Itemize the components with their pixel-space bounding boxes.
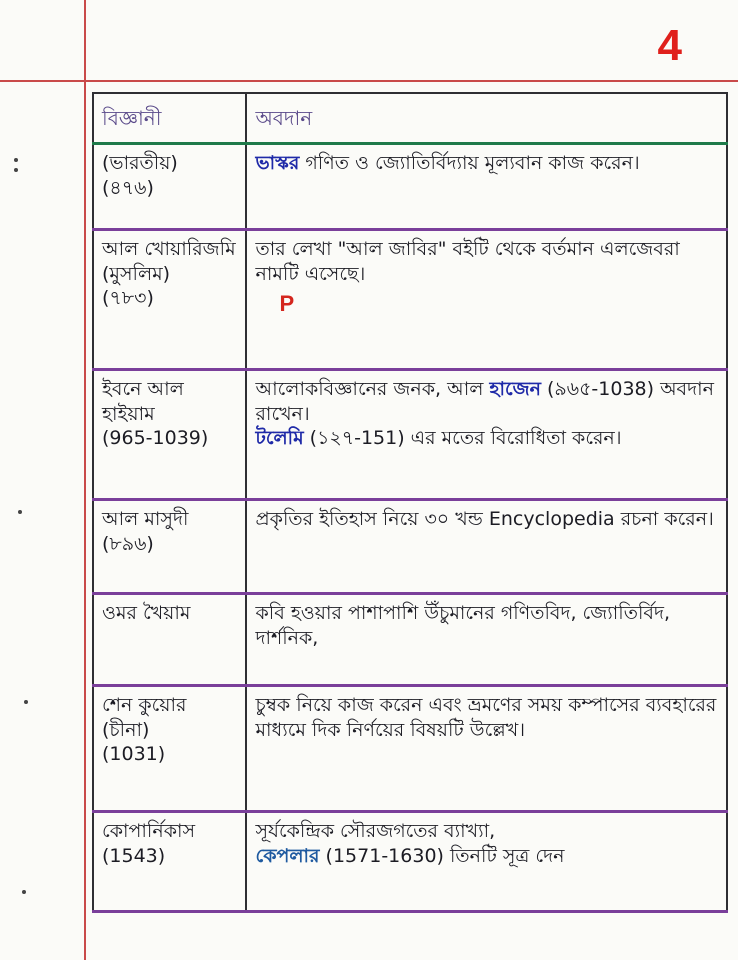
scientist-year: (৭৮৩) <box>102 287 154 310</box>
highlight-name-b: টলেমি <box>255 427 304 450</box>
contribution-cell <box>246 686 727 812</box>
header-contribution: অবদান <box>246 93 727 144</box>
scientist-name: কোপার্নিকাস <box>102 820 196 842</box>
contribution-cell <box>246 594 727 686</box>
contribution-text-c: (১২৭-151) এর মতের বিরোধিতা করেন। <box>303 427 622 450</box>
table-row <box>93 144 727 230</box>
scientist-cell <box>93 686 246 812</box>
scientist-name: আল মাসুদী <box>102 508 189 530</box>
contribution-text-a: সূর্যকেন্দ্রিক সৌরজগতের ব্যাখ্যা, <box>255 820 496 842</box>
contribution-text-b: (৯৬৫-1038) অবদান রাখেন। <box>255 378 714 425</box>
margin-dot <box>22 890 26 894</box>
scientist-name: ওমর খৈয়াম <box>102 602 191 624</box>
contribution-cell <box>246 230 727 370</box>
scientist-name: (ভারতীয়) <box>102 152 178 174</box>
contribution-cell <box>246 500 727 594</box>
margin-dot <box>18 510 22 514</box>
contribution-text: চুম্বক নিয়ে কাজ করেন এবং ভ্রমণের সময় কম্পাসের ব্যবহারের মাধ্যমে দিক নির্ণয়ের বিষয়টি উল্লেখ। <box>255 694 717 741</box>
contribution-text: প্রকৃতির ইতিহাস নিয়ে ৩০ খন্ড Encyclopedia রচনা করেন। <box>255 508 714 530</box>
table-row <box>93 686 727 812</box>
scientist-name: আল খোয়ারিজমি (মুসলিম) <box>102 238 236 285</box>
left-margin-line <box>84 0 86 960</box>
highlight-name: ভাস্কর <box>255 152 300 174</box>
scientist-year: (1031) <box>102 743 166 766</box>
contribution-cell <box>246 370 727 500</box>
scientist-cell <box>93 594 246 686</box>
page-number: 4 <box>657 21 682 70</box>
scientist-cell <box>93 500 246 594</box>
scientist-name: ইবনে আল হাইয়াম <box>102 378 184 425</box>
highlight-name-a: কেপলার <box>255 844 320 867</box>
table-row <box>93 812 727 912</box>
scientist-year: (৪৭৬) <box>102 176 154 199</box>
contribution-cell <box>246 812 727 912</box>
table-row <box>93 594 727 686</box>
contribution-text-b: (1571-1630) তিনটি সূত্র দেন <box>319 844 565 867</box>
top-margin-line <box>0 80 738 82</box>
scientist-cell <box>93 144 246 230</box>
scientist-cell <box>93 812 246 912</box>
scientist-name: শেন কুয়োর (চীনা) <box>102 694 187 741</box>
scientist-cell <box>93 230 246 370</box>
margin-dot <box>24 700 28 704</box>
highlight-name-a: হাজেন <box>489 378 541 400</box>
table-row <box>93 500 727 594</box>
margin-mark-p: P <box>279 291 295 317</box>
scientist-year: (৮৯৬) <box>102 532 154 555</box>
contribution-text: তার লেখা "আল জাবির" বইটি থেকে বর্তমান এলজেবরা নামটি এসেছে। <box>255 238 680 285</box>
table-row <box>93 370 727 500</box>
table-header-row <box>93 93 727 144</box>
contribution-text: গণিত ও জ্যোতির্বিদ্যায় মূল্যবান কাজ করেন। <box>299 152 640 174</box>
contribution-text-a: আলোকবিজ্ঞানের জনক, আল <box>255 378 490 400</box>
contribution-cell <box>246 144 727 230</box>
scientist-year: (1543) <box>102 844 166 867</box>
table-row <box>93 230 727 370</box>
margin-dot <box>14 168 18 172</box>
scientist-cell <box>93 370 246 500</box>
margin-dot <box>14 158 18 162</box>
header-scientist: বিজ্ঞানী <box>93 93 246 144</box>
scientist-year: (965-1039) <box>102 427 209 450</box>
scientist-contribution-table <box>92 92 728 913</box>
contribution-text: কবি হওয়ার পাশাপাশি উঁচুমানের গণিতবিদ, জ্যোতির্বিদ, দার্শনিক, <box>255 602 671 649</box>
